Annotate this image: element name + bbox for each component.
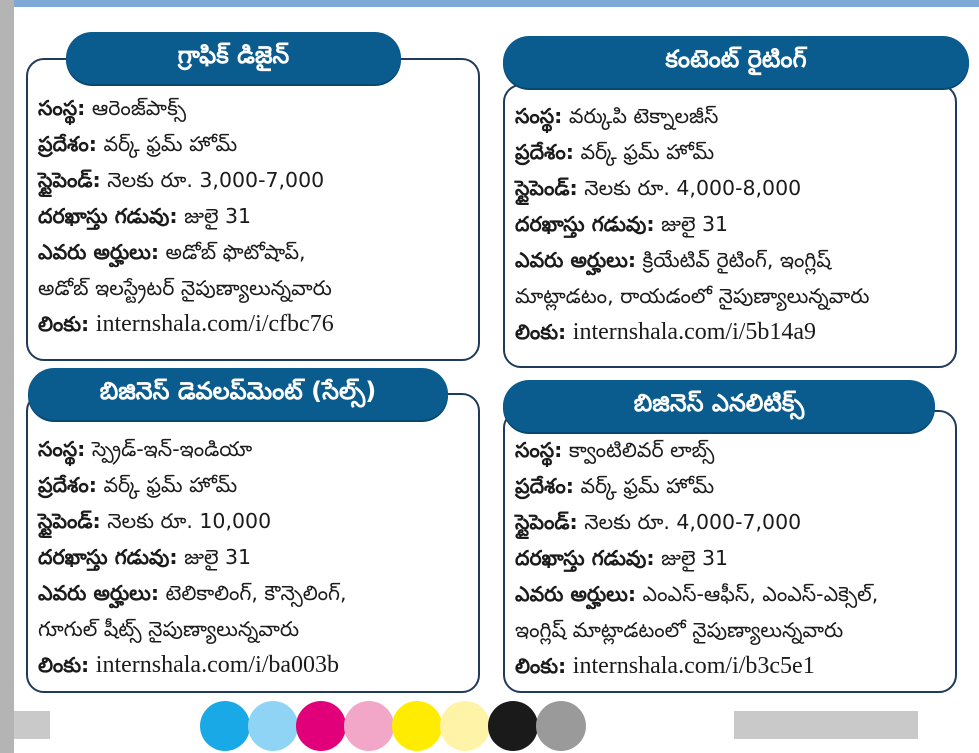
location-row: ప్రదేశం: వర్క్ ఫ్రమ్ హోమ్ xyxy=(38,473,238,497)
stipend-row: స్టైపెండ్: నెలకు రూ. 10,000 xyxy=(38,509,272,533)
company-row: సంస్థ: వర్కుపి టెక్నాలజీస్ xyxy=(515,104,719,128)
eligibility-row-continued: మాట్లాడటం, రాయడంలో నైపుణ్యాలున్నవారు xyxy=(515,284,870,308)
company-row: సంస్థ: స్ప్రెడ్-ఇన్-ఇండియా xyxy=(38,437,253,461)
color-swatch-gray xyxy=(536,701,586,751)
company-value: ఆరెంజ్‌పాక్స్ xyxy=(91,96,187,120)
link-value[interactable]: internshala.com/i/cfbc76 xyxy=(95,311,334,337)
eligibility-row-continued: గూగుల్ షీట్స్ నైపుణ్యాలున్నవారు xyxy=(38,617,300,641)
eligibility-row: ఎవరు అర్హులు: అడోబ్ ఫొటోషాప్, xyxy=(38,240,306,264)
eligibility-value: టెలికాలింగ్, కౌన్సెలింగ్, xyxy=(165,581,347,605)
link-row: లింకు: internshala.com/i/cfbc76 xyxy=(38,311,334,337)
location-row: ప్రదేశం: వర్క్ ఫ్రమ్ హోమ్ xyxy=(515,474,715,498)
eligibility-row: ఎవరు అర్హులు: టెలికాలింగ్, కౌన్సెలింగ్, xyxy=(38,581,347,605)
stipend-row: స్టైపెండ్: నెలకు రూ. 3,000-7,000 xyxy=(38,168,325,192)
deadline-value: జులై 31 xyxy=(661,212,729,236)
link-value[interactable]: internshala.com/i/5b14a9 xyxy=(572,319,817,345)
link-row: లింకు: internshala.com/i/ba003b xyxy=(38,652,340,678)
eligibility-value: ఎంఎస్-ఆఫీస్, ఎంఎస్-ఎక్సెల్, xyxy=(642,582,879,606)
left-edge-strip xyxy=(0,0,14,753)
link-value[interactable]: internshala.com/i/ba003b xyxy=(95,652,340,678)
deadline-value: జులై 31 xyxy=(184,204,252,228)
eligibility-row: ఎవరు అర్హులు: క్రియేటివ్ రైటింగ్, ఇంగ్లిష్ xyxy=(515,248,831,272)
company-row: సంస్థ: క్వాంటిలివర్ లాబ్స్ xyxy=(515,438,715,462)
location-value: వర్క్ ఫ్రమ్ హోమ్ xyxy=(103,473,238,497)
card-body xyxy=(28,431,478,683)
top-rule xyxy=(14,0,979,7)
card-business-analytics xyxy=(503,410,957,693)
company-value: స్ప్రెడ్-ఇన్-ఇండియా xyxy=(91,437,253,461)
stipend-value: నెలకు రూ. 4,000-7,000 xyxy=(584,510,802,534)
card-body xyxy=(505,432,955,684)
stipend-row: స్టైపెండ్: నెలకు రూ. 4,000-7,000 xyxy=(515,510,802,534)
eligibility-row-continued: అడోబ్ ఇలస్ట్రేటర్ నైపుణ్యాలున్నవారు xyxy=(38,276,332,300)
stipend-value: నెలకు రూ. 10,000 xyxy=(107,509,272,533)
company-value: క్వాంటిలివర్ లాబ్స్ xyxy=(568,438,715,462)
location-value: వర్క్ ఫ్రమ్ హోమ్ xyxy=(580,474,715,498)
location-value: వర్క్ ఫ్రమ్ హోమ్ xyxy=(103,132,238,156)
registration-bar-right xyxy=(734,711,918,739)
card-body xyxy=(505,98,955,350)
company-row: సంస్థ: ఆరెంజ్‌పాక్స్ xyxy=(38,96,187,120)
stipend-value: నెలకు రూ. 3,000-7,000 xyxy=(107,168,325,192)
card-title-business-development: బిజినెస్ డెవలప్‌మెంట్ (సేల్స్) xyxy=(28,368,448,420)
location-value: వర్క్ ఫ్రమ్ హోమ్ xyxy=(580,140,715,164)
color-swatch-light-magenta xyxy=(344,701,394,751)
eligibility-value: క్రియేటివ్ రైటింగ్, ఇంగ్లిష్ xyxy=(642,248,831,272)
card-title-graphic-design: గ్రాఫిక్ డిజైన్ xyxy=(66,32,401,84)
deadline-value: జులై 31 xyxy=(184,545,252,569)
deadline-row: దరఖాస్తు గడువు: జులై 31 xyxy=(38,204,252,228)
link-row: లింకు: internshala.com/i/b3c5e1 xyxy=(515,653,815,679)
stipend-value: నెలకు రూ. 4,000-8,000 xyxy=(584,176,802,200)
stipend-row: స్టైపెండ్: నెలకు రూ. 4,000-8,000 xyxy=(515,176,802,200)
registration-bar-left xyxy=(14,711,50,739)
link-value[interactable]: internshala.com/i/b3c5e1 xyxy=(572,653,815,679)
color-swatch-light-yellow xyxy=(440,701,490,751)
link-row: లింకు: internshala.com/i/5b14a9 xyxy=(515,319,817,345)
eligibility-row: ఎవరు అర్హులు: ఎంఎస్-ఆఫీస్, ఎంఎస్-ఎక్సెల్, xyxy=(515,582,879,606)
card-title-content-writing: కంటెంట్ రైటింగ్ xyxy=(503,36,969,88)
card-business-development xyxy=(26,393,480,693)
deadline-row: దరఖాస్తు గడువు: జులై 31 xyxy=(515,212,729,236)
eligibility-value: అడోబ్ ఫొటోషాప్, xyxy=(165,240,306,264)
company-value: వర్కుపి టెక్నాలజీస్ xyxy=(568,104,719,128)
location-row: ప్రదేశం: వర్క్ ఫ్రమ్ హోమ్ xyxy=(515,140,715,164)
color-swatch-cyan xyxy=(200,701,250,751)
deadline-row: దరఖాస్తు గడువు: జులై 31 xyxy=(38,545,252,569)
card-graphic-design xyxy=(26,58,480,361)
card-content-writing xyxy=(503,84,957,368)
color-swatch-black xyxy=(488,701,538,751)
location-row: ప్రదేశం: వర్క్ ఫ్రమ్ హోమ్ xyxy=(38,132,238,156)
color-swatch-light-cyan xyxy=(248,701,298,751)
eligibility-row-continued: ఇంగ్లిష్ మాట్లాడటంలో నైపుణ్యాలున్నవారు xyxy=(515,618,844,642)
deadline-row: దరఖాస్తు గడువు: జులై 31 xyxy=(515,546,729,570)
card-body xyxy=(28,90,478,342)
card-title-business-analytics: బిజినెస్ ఎనలిటిక్స్ xyxy=(503,380,935,432)
deadline-value: జులై 31 xyxy=(661,546,729,570)
color-swatch-yellow xyxy=(392,701,442,751)
color-swatch-magenta xyxy=(296,701,346,751)
